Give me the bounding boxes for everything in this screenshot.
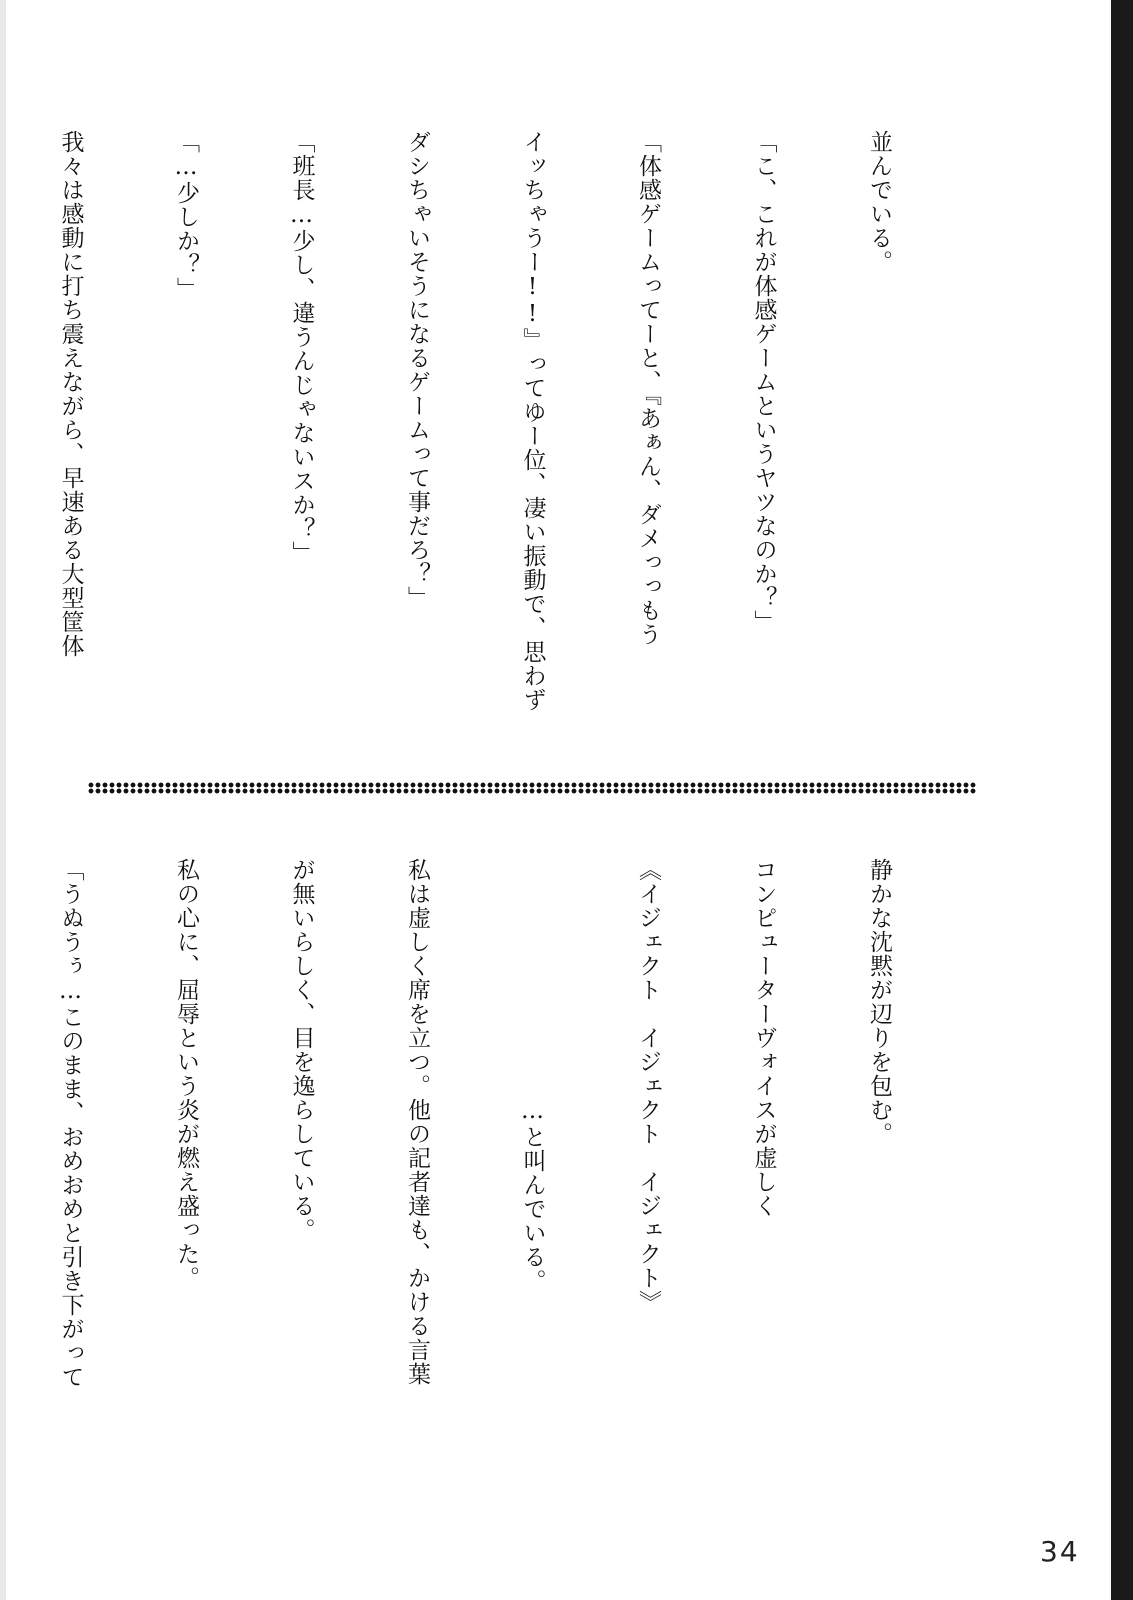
- text-line: 並んでいる。: [866, 130, 892, 274]
- top-text-column: [57, 130, 975, 770]
- text-line: ダシちゃいそうになるゲームって事だろ？」: [404, 130, 430, 610]
- text-line: …と叫んでいる。: [519, 858, 546, 1293]
- dotted-divider: [88, 782, 976, 794]
- text-line: 《イジェクト イジェクト イジェクト》: [635, 858, 661, 1314]
- text-line: 静かな沈黙が辺りを包む。: [866, 858, 892, 1146]
- text-line: 「班長…少し、違うんじゃないスか？」: [288, 130, 315, 565]
- page-number: 34: [1040, 1535, 1080, 1568]
- text-line: 「…少しか？」: [173, 130, 199, 301]
- text-line: が無いらしく、目を逸らしている。: [288, 858, 315, 1242]
- text-line: 「こ、これが体感ゲームというヤツなのか？」: [750, 130, 777, 634]
- bottom-text-column: [57, 858, 975, 1418]
- text-line: 私は虚しく席を立つ。他の記者達も、かける言葉: [404, 858, 430, 1386]
- page-binding-bar: [1111, 0, 1133, 1600]
- text-line: 私の心に、屈辱という炎が燃え盛った。: [173, 858, 199, 1290]
- text-line: 「体感ゲームってーと、『あぁん、ダメっっもう: [635, 130, 661, 647]
- text-line: 「うぬうぅ…このまま、おめおめと引き下がって: [57, 858, 84, 1389]
- text-line: 我々は感動に打ち震えながら、早速ある大型筐体: [57, 130, 84, 658]
- text-line: イッちゃうー!!』ってゆー位、凄い振動で、思わず: [519, 130, 546, 712]
- text-line: コンピューターヴォイスが虚しく: [750, 858, 777, 1218]
